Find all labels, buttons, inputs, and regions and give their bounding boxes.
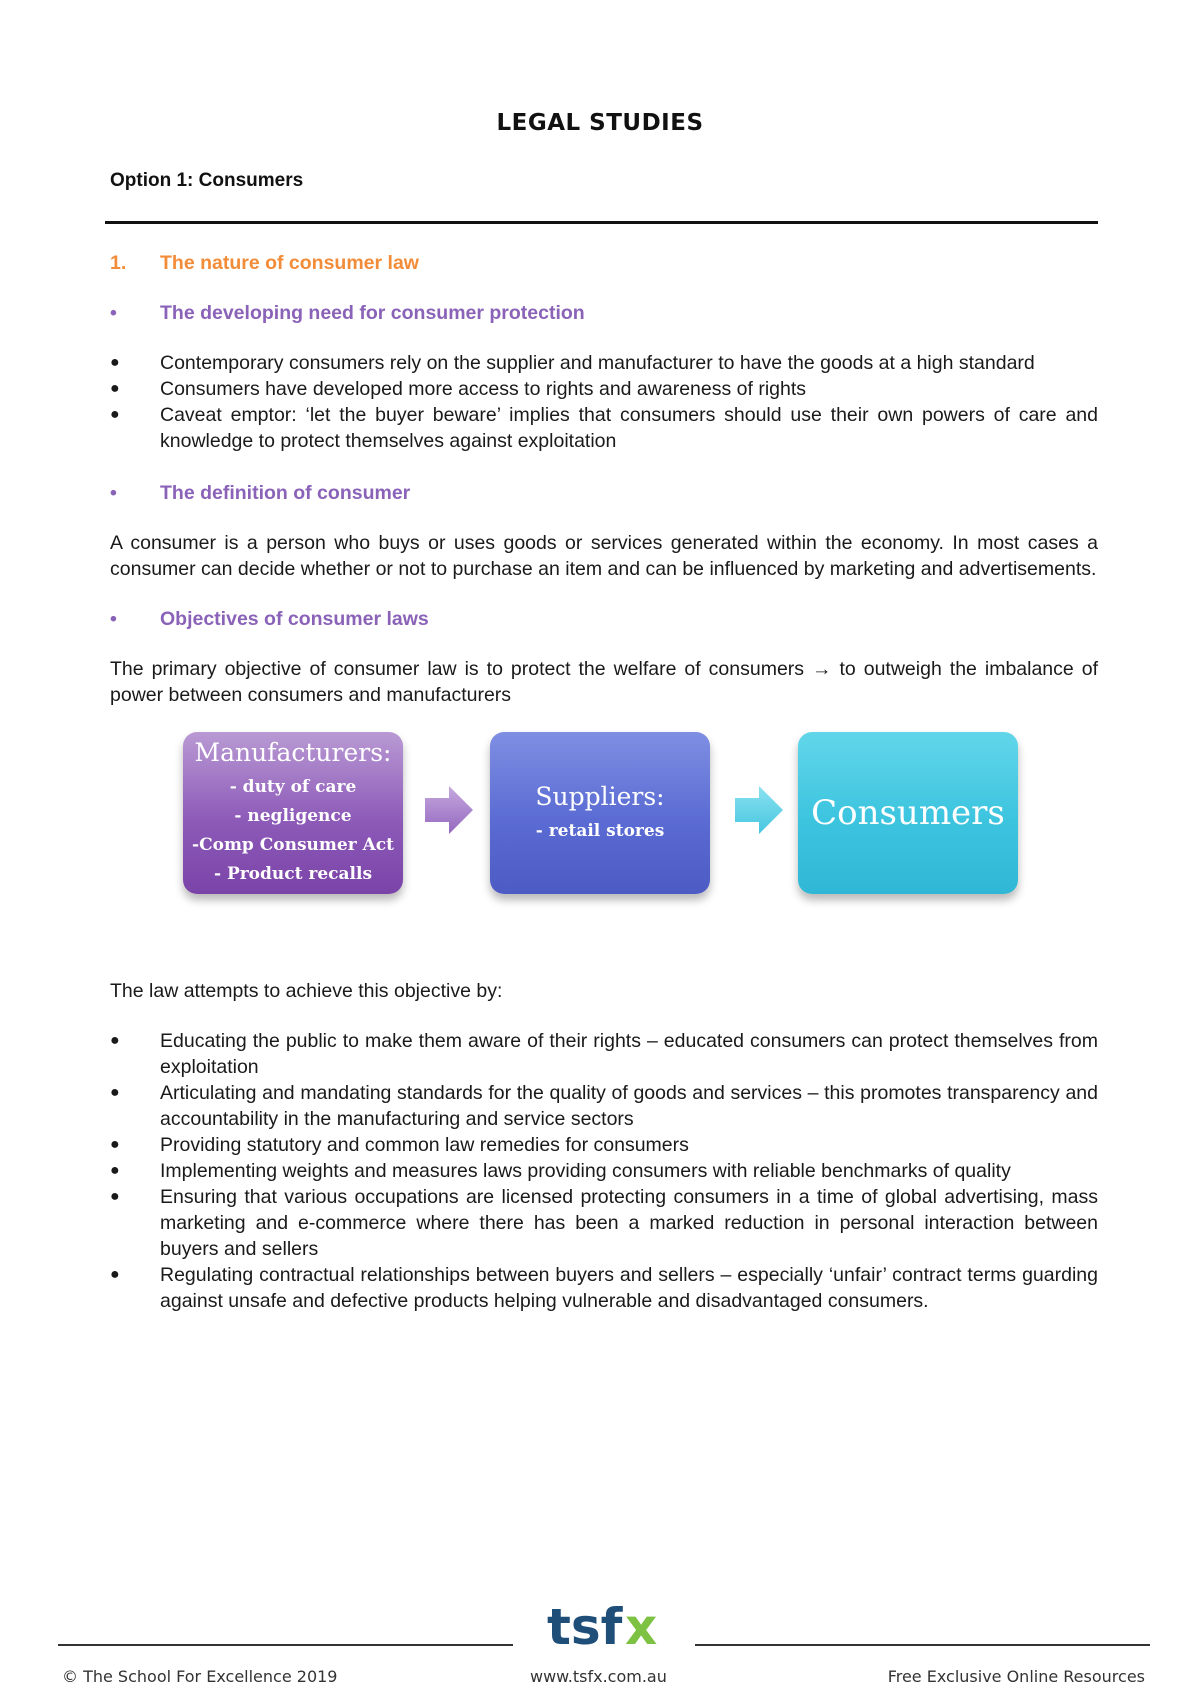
footer-copyright: © The School For Excellence 2019 [62,1667,338,1686]
manufacturers-line: - duty of care [229,777,357,797]
list-item-text: Contemporary consumers rely on the supplier and manufacturer to have the goods at a high standard [160,352,1035,374]
bullet-dot: ● [110,354,120,371]
list-item-text: Regulating contractual relationships between buyers and sellers – especially ‘unfair’ contract terms guarding against unsafe and defective products helping vulnerable and disadvantaged consumers. [160,1264,1098,1312]
list-item [110,402,1098,454]
list-item [110,1132,1098,1158]
list-item [110,350,1098,376]
header-divider [105,221,1098,224]
subsection-title: Objectives of consumer laws [160,608,429,630]
list-item [110,1028,1098,1080]
page-title: LEGAL STUDIES [496,110,704,136]
footer-website-link[interactable]: www.tsfx.com.au [530,1667,667,1686]
list-item [110,1184,1098,1262]
list-item [110,376,1098,402]
need-bullet-list [110,350,1098,454]
document-body [110,250,1098,1340]
bullet-dot: ● [110,1188,120,1205]
list-item-text: Articulating and mandating standards for the quality of goods and services – this promotes transparency and accountability in the manufacturing and service sectors [160,1082,1098,1130]
subsection-title: The definition of consumer [160,482,411,504]
list-item-text: Providing statutory and common law remedies for consumers [160,1134,689,1156]
logo-text-x: x [625,1598,658,1654]
arrow-right-icon [423,784,475,836]
tsfx-logo [545,1598,665,1654]
section-number: 1. [110,252,127,274]
manufacturers-line: -Comp Consumer Act [192,835,394,855]
consumers-title: Consumers [811,793,1005,833]
bullet-dot: ● [110,1032,120,1049]
bullet-dot: ● [110,380,120,397]
list-item-text: Consumers have developed more access to rights and awareness of rights [160,378,807,400]
definition-paragraph: A consumer is a person who buys or uses goods or services generated within the economy. In most cases a consumer can decide whether or not to purchase an item and can be influenced by marketing and advertisements. [110,532,1098,580]
subsection-heading-objectives [110,606,1098,632]
bullet-dot: • [110,482,117,504]
manufacturers-line: - negligence [234,806,352,826]
bullet-dot: ● [110,1084,120,1101]
subsection-heading-need [110,300,1098,326]
objectives-paragraph: The primary objective of consumer law is to protect the welfare of consumers → to outweigh the imbalance of power between consumers and manufacturers [110,658,1098,706]
arrow-right-icon [733,784,785,836]
list-item-text: Implementing weights and measures laws providing consumers with reliable benchmarks of quality [160,1160,1011,1182]
section-title: The nature of consumer law [160,252,419,274]
list-item-text: Educating the public to make them aware of their rights – educated consumers can protect themselves from exploitation [160,1030,1098,1078]
manufacturers-line: - Product recalls [213,864,373,884]
bullet-dot: • [110,608,117,630]
objective-intro: The law attempts to achieve this objective by: [110,980,503,1002]
consumer-flow-diagram [110,732,1098,922]
logo-text-tsf: tsf [547,1598,623,1654]
subsection-heading-definition [110,480,1098,506]
subtitle: Option 1: Consumers [110,170,304,191]
footer-tagline: Free Exclusive Online Resources [887,1667,1145,1686]
bullet-dot: ● [110,406,120,423]
bullet-dot: • [110,302,117,324]
manufacturers-box [183,732,403,894]
subsection-title: The developing need for consumer protection [160,302,585,324]
list-item-text: Ensuring that various occupations are licensed protecting consumers in a time of global advertising, mass marketing and e-commerce where there has been a marked reduction in personal interaction between buyers and sellers [160,1186,1098,1260]
consumers-box [798,732,1018,894]
manufacturers-title: Manufacturers: [194,738,392,767]
footer-divider-right [695,1644,1150,1646]
suppliers-box [490,732,710,894]
suppliers-title: Suppliers: [535,781,665,811]
section-heading [110,250,1098,276]
suppliers-line: - retail stores [535,820,665,841]
bullet-dot: ● [110,1266,120,1283]
list-item-text: Caveat emptor: ‘let the buyer beware’ implies that consumers should use their own powers of care and knowledge to protect themselves against exploitation [160,404,1098,452]
list-item [110,1158,1098,1184]
bullet-dot: ● [110,1136,120,1153]
list-item [110,1080,1098,1132]
list-item [110,1262,1098,1314]
footer-divider-left [58,1644,513,1646]
bullet-dot: ● [110,1162,120,1179]
objective-bullet-list [110,1028,1098,1314]
